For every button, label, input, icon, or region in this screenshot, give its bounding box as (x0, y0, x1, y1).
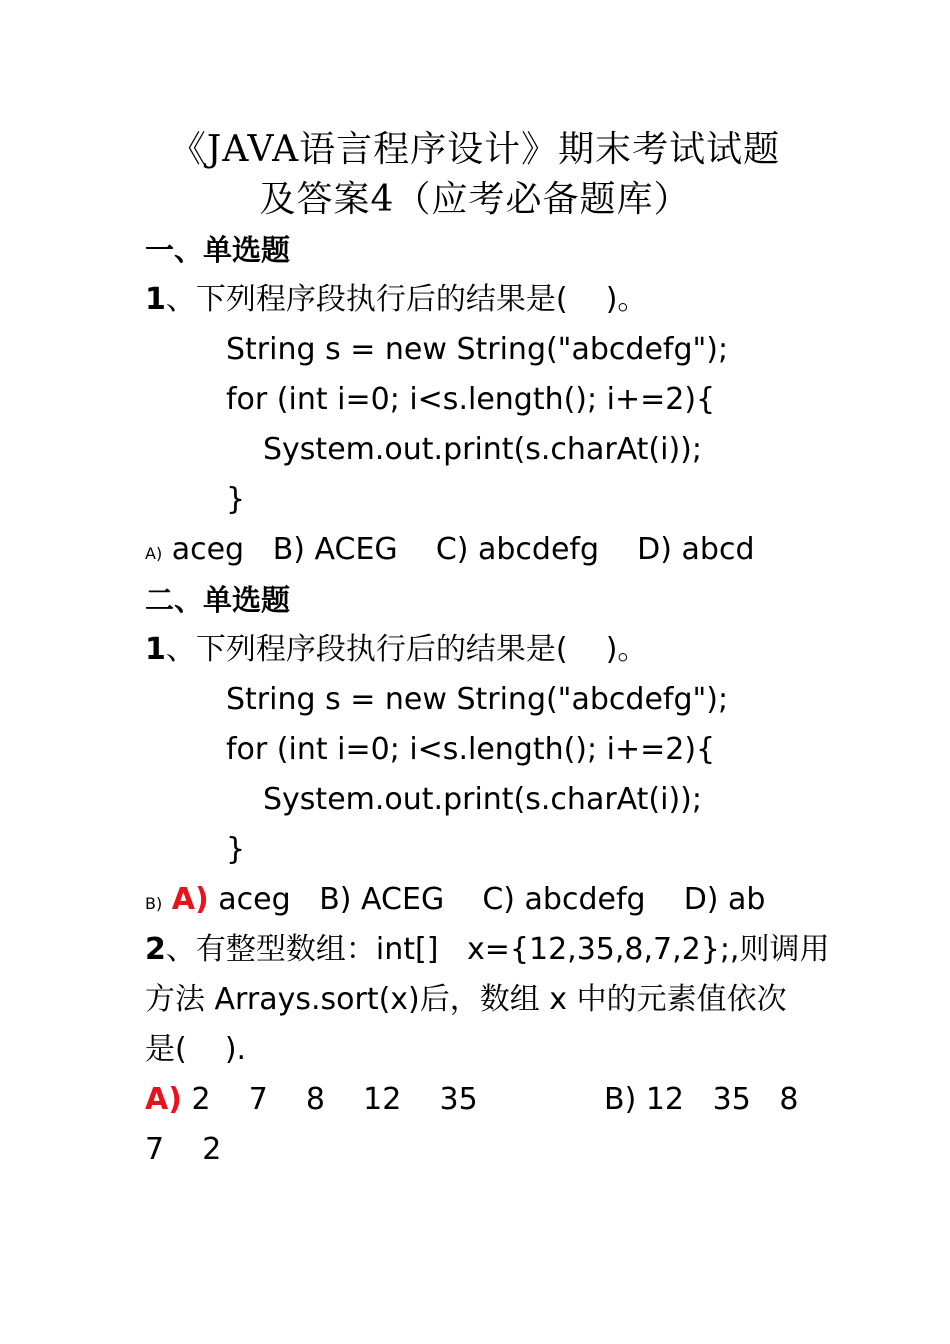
doc-title-line2: 及答案4（应考必备题库） (259, 179, 691, 220)
code-line: System.out.print(s.charAt(i)); (263, 432, 702, 467)
code-line: String s = new String("abcdefg"); (226, 682, 729, 717)
section1-heading: 一、单选题 (145, 233, 291, 267)
section1-q1-stem (145, 275, 647, 325)
section2-q2-stem-line3: 是( ). (145, 1032, 247, 1067)
section2-q2-stem-line2: 方法 Arrays.sort(x)后，数组 x 中的元素值依次 (145, 982, 787, 1017)
section2-q1-stem (145, 625, 647, 675)
doc-title-line1: 《JAVA语言程序设计》期末考试试题 (169, 129, 781, 170)
correct-answer-label: A) (171, 882, 209, 917)
question-number: 1 (145, 632, 166, 667)
code-line: String s = new String("abcdefg"); (226, 332, 729, 367)
answer-tag: A) (145, 544, 163, 563)
code-line: for (int i=0; i<s.length(); i+=2){ (226, 382, 716, 417)
question-number: 2 (145, 932, 166, 967)
question-text: 、有整型数组：int[] x={12,35,8,7,2};,则调用 (165, 932, 830, 967)
options-text: aceg B) ACEG C) abcdefg D) ab (208, 882, 766, 917)
question-number: 1 (145, 282, 166, 317)
code-line: } (226, 482, 246, 517)
question-text: 、下列程序段执行后的结果是( )。 (165, 282, 648, 317)
code-line: for (int i=0; i<s.length(); i+=2){ (226, 732, 716, 767)
correct-answer-label: A) (145, 1082, 182, 1117)
code-line: System.out.print(s.charAt(i)); (263, 782, 702, 817)
options-text: aceg B) ACEG C) abcdefg D) abcd (162, 532, 755, 567)
section2-q2-option-b-cont: 7 2 (145, 1132, 222, 1167)
section2-heading: 二、单选题 (145, 583, 291, 617)
section2-q2-stem-line1 (145, 925, 829, 975)
section2-q1-options (145, 875, 765, 929)
answer-tag: B) (145, 894, 163, 913)
question-text: 、下列程序段执行后的结果是( )。 (165, 632, 648, 667)
section2-q2-option-a (145, 1075, 478, 1125)
option-a-text: 2 7 8 12 35 (181, 1082, 478, 1117)
section1-q1-options (145, 525, 754, 579)
section2-q2-option-b: B) 12 35 8 (604, 1082, 799, 1117)
code-line: } (226, 832, 246, 867)
